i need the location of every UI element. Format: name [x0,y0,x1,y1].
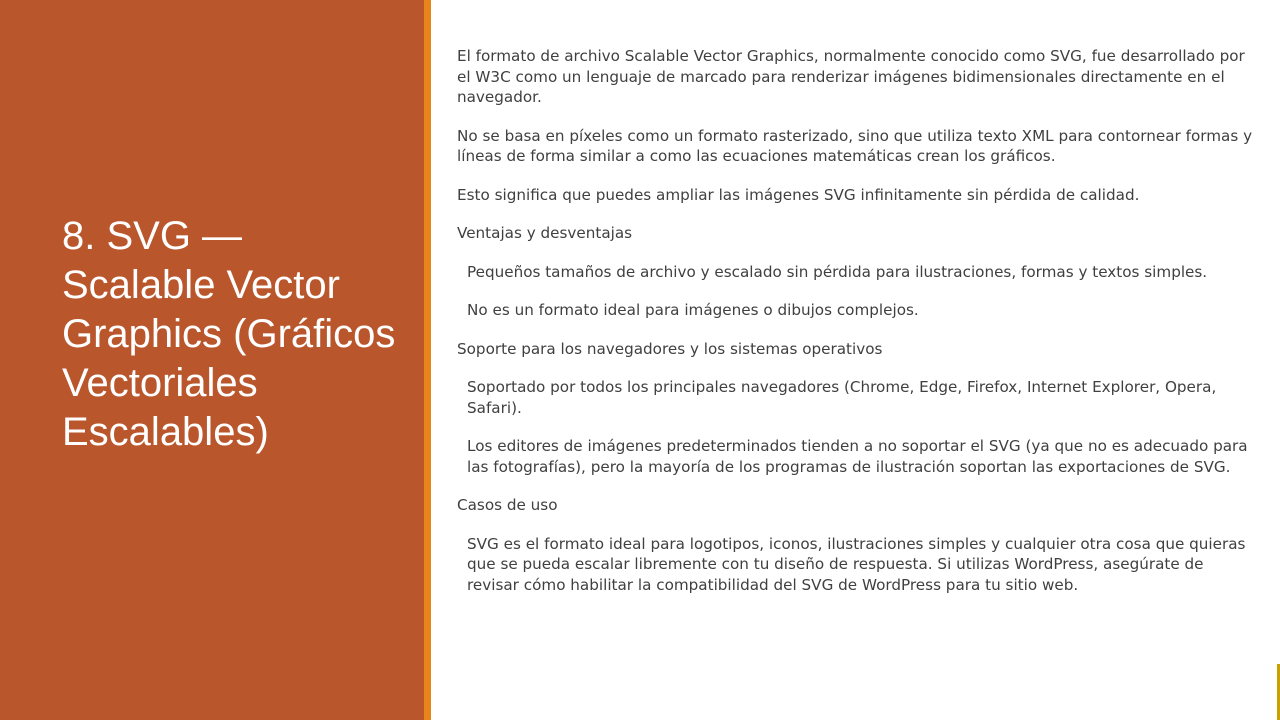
section-heading-casos: Casos de uso [457,496,558,514]
accent-bar [424,0,431,720]
slide-title: 8. SVG — Scalable Vector Graphics (Gráficos Vectoriales Escalables) [62,214,396,454]
sub-paragraph: Los editores de imágenes predeterminados tienden a no soportar el SVG (ya que no es adecuado para las fotografías), pero la mayoría de los programas de ilustración soportan las exportaciones de SVG. [467,437,1248,476]
slide-body [457,46,1257,613]
sub-paragraph: Pequeños tamaños de archivo y escalado sin pérdida para ilustraciones, formas y textos simples. [467,262,1208,281]
sub-paragraph: Soportado por todos los principales navegadores (Chrome, Edge, Firefox, Internet Explorer, Opera, Safari). [467,378,1217,417]
sub-paragraph: No es un formato ideal para imágenes o dibujos complejos. [467,301,919,319]
body-paragraph: El formato de archivo Scalable Vector Graphics, normalmente conocido como SVG, fue desarrollado por el W3C como un lenguaje de marcado para renderizar imágenes bidimensionales directamente en el navegador. [457,47,1245,106]
section-heading-ventajas: Ventajas y desventajas [457,224,633,242]
sub-paragraph: SVG es el formato ideal para logotipos, iconos, ilustraciones simples y cualquier otra cosa que quieras que se pueda escalar libremente con tu diseño de respuesta. Si utilizas WordPress, asegúrate de revisar cómo habilitar la compatibilidad del SVG de WordPress para tu sitio web. [467,534,1246,594]
title-panel [0,0,424,720]
body-paragraph: Esto significa que puedes ampliar las imágenes SVG infinitamente sin pérdida de calidad. [457,185,1140,204]
body-paragraph: No se basa en píxeles como un formato rasterizado, sino que utiliza texto XML para contornear formas y líneas de forma similar a como las ecuaciones matemáticas crean los gráficos. [457,126,1253,165]
section-heading-soporte: Soporte para los navegadores y los sistemas operativos [457,339,883,358]
